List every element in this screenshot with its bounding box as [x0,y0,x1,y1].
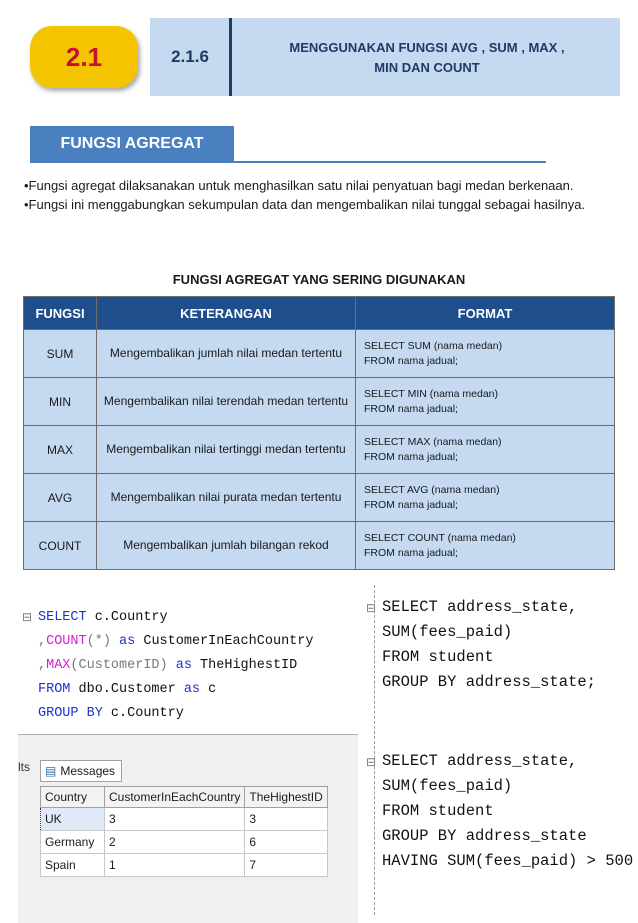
sql-line: SUM(fees_paid) [382,623,513,641]
cell[interactable]: 3 [105,808,245,831]
sql-line: SELECT c.Country [38,610,168,625]
table-header-row [24,297,615,330]
section-tab: FUNGSI AGREGAT [30,126,234,162]
col-customer-count[interactable]: CustomerInEachCountry [105,787,245,808]
col-country[interactable]: Country [41,787,105,808]
messages-icon: ▤ [45,764,57,778]
bullet-list [24,176,604,214]
messages-tab-label: Messages [60,764,116,778]
format-line-1: SELECT AVG (nama medan) [364,483,500,496]
cell-format [356,522,615,570]
cell-fungsi: COUNT [24,522,97,570]
cell-fungsi: MIN [24,378,97,426]
cell[interactable]: 1 [105,854,245,877]
left-sql-editor [18,604,358,734]
right-sql-editor-1 [366,598,634,708]
cell-fungsi: SUM [24,330,97,378]
cell[interactable]: Spain [41,854,105,877]
table-title: FUNGSI AGREGAT YANG SERING DIGUNAKAN [172,272,466,287]
messages-tab[interactable] [40,760,122,782]
sql-line: GROUP BY c.Country [38,706,184,721]
cell[interactable]: 6 [245,831,327,854]
sql-line: SELECT address_state, [382,752,578,770]
sql-line: SELECT address_state, [382,598,578,616]
table-row [24,330,615,378]
table-row [24,522,615,570]
section-underline [30,161,546,163]
cell-format [356,474,615,522]
sql-line: SUM(fees_paid) [382,777,513,795]
cell-format [356,426,615,474]
title-line-2: MIN DAN COUNT [374,60,480,75]
cell-keterangan: Mengembalikan jumlah nilai medan tertentu [97,330,356,378]
cell[interactable]: UK [41,808,105,831]
cell-keterangan: Mengembalikan nilai tertinggi medan tertentu [97,426,356,474]
collapse-icon: ⊟ [22,611,33,625]
table-row [24,378,615,426]
aggregate-table [23,296,615,570]
bullet-item: •Fungsi agregat dilaksanakan untuk menghasilkan satu nilai penyatuan bagi medan berkenaan. [24,178,574,193]
chapter-badge: 2.1 [30,26,138,88]
table-row [41,808,328,831]
cell[interactable]: 7 [245,854,327,877]
table-row [24,426,615,474]
format-line-2: FROM nama jadual; [364,498,458,511]
sql-line: GROUP BY address_state; [382,673,596,691]
cell-keterangan: Mengembalikan jumlah bilangan rekod [97,522,356,570]
cell-fungsi: AVG [24,474,97,522]
format-line-1: SELECT MAX (nama medan) [364,435,502,448]
format-line-1: SELECT COUNT (nama medan) [364,531,516,544]
title-line-1: MENGGUNAKAN FUNGSI AVG , SUM , MAX , [289,40,565,55]
format-line-1: SELECT MIN (nama medan) [364,387,499,400]
cell-format [356,378,615,426]
cell-fungsi: MAX [24,426,97,474]
sql-line: HAVING SUM(fees_paid) > 500 [382,852,634,870]
col-highest-id[interactable]: TheHighestID [245,787,327,808]
collapse-icon: ⊟ [366,756,377,770]
table-row [24,474,615,522]
table-row [41,854,328,877]
right-sql-editor-2 [366,752,638,888]
cell[interactable]: Germany [41,831,105,854]
sql-line: FROM student [382,648,494,666]
format-line-2: FROM nama jadual; [364,546,458,559]
cell-keterangan: Mengembalikan nilai purata medan tertentu [97,474,356,522]
cell-keterangan: Mengembalikan nilai terendah medan tertentu [97,378,356,426]
table-row [41,831,328,854]
header-format: FORMAT [356,297,615,330]
format-line-2: FROM nama jadual; [364,354,458,367]
format-line-2: FROM nama jadual; [364,402,458,415]
section-code: 2.1.6 [171,47,209,66]
cell-format [356,330,615,378]
cell[interactable]: 3 [245,808,327,831]
collapse-icon: ⊟ [366,602,377,616]
sql-line: ,MAX(CustomerID) as TheHighestID [38,658,298,673]
page-title [242,38,612,78]
sql-line: GROUP BY address_state [382,827,587,845]
sql-line: ,COUNT(*) as CustomerInEachCountry [38,634,314,649]
format-line-1: SELECT SUM (nama medan) [364,339,503,352]
header-fungsi: FUNGSI [24,297,97,330]
sql-line: FROM student [382,802,494,820]
header-keterangan: KETERANGAN [97,297,356,330]
results-grid [40,786,328,877]
format-line-2: FROM nama jadual; [364,450,458,463]
cell[interactable]: 2 [105,831,245,854]
results-header-row [41,787,328,808]
results-tab[interactable]: lts [18,760,30,774]
sql-line: FROM dbo.Customer as c [38,682,217,697]
bullet-item: •Fungsi ini menggabungkan sekumpulan data dan mengembalikan nilai tunggal sebagai hasilnya. [24,197,586,212]
